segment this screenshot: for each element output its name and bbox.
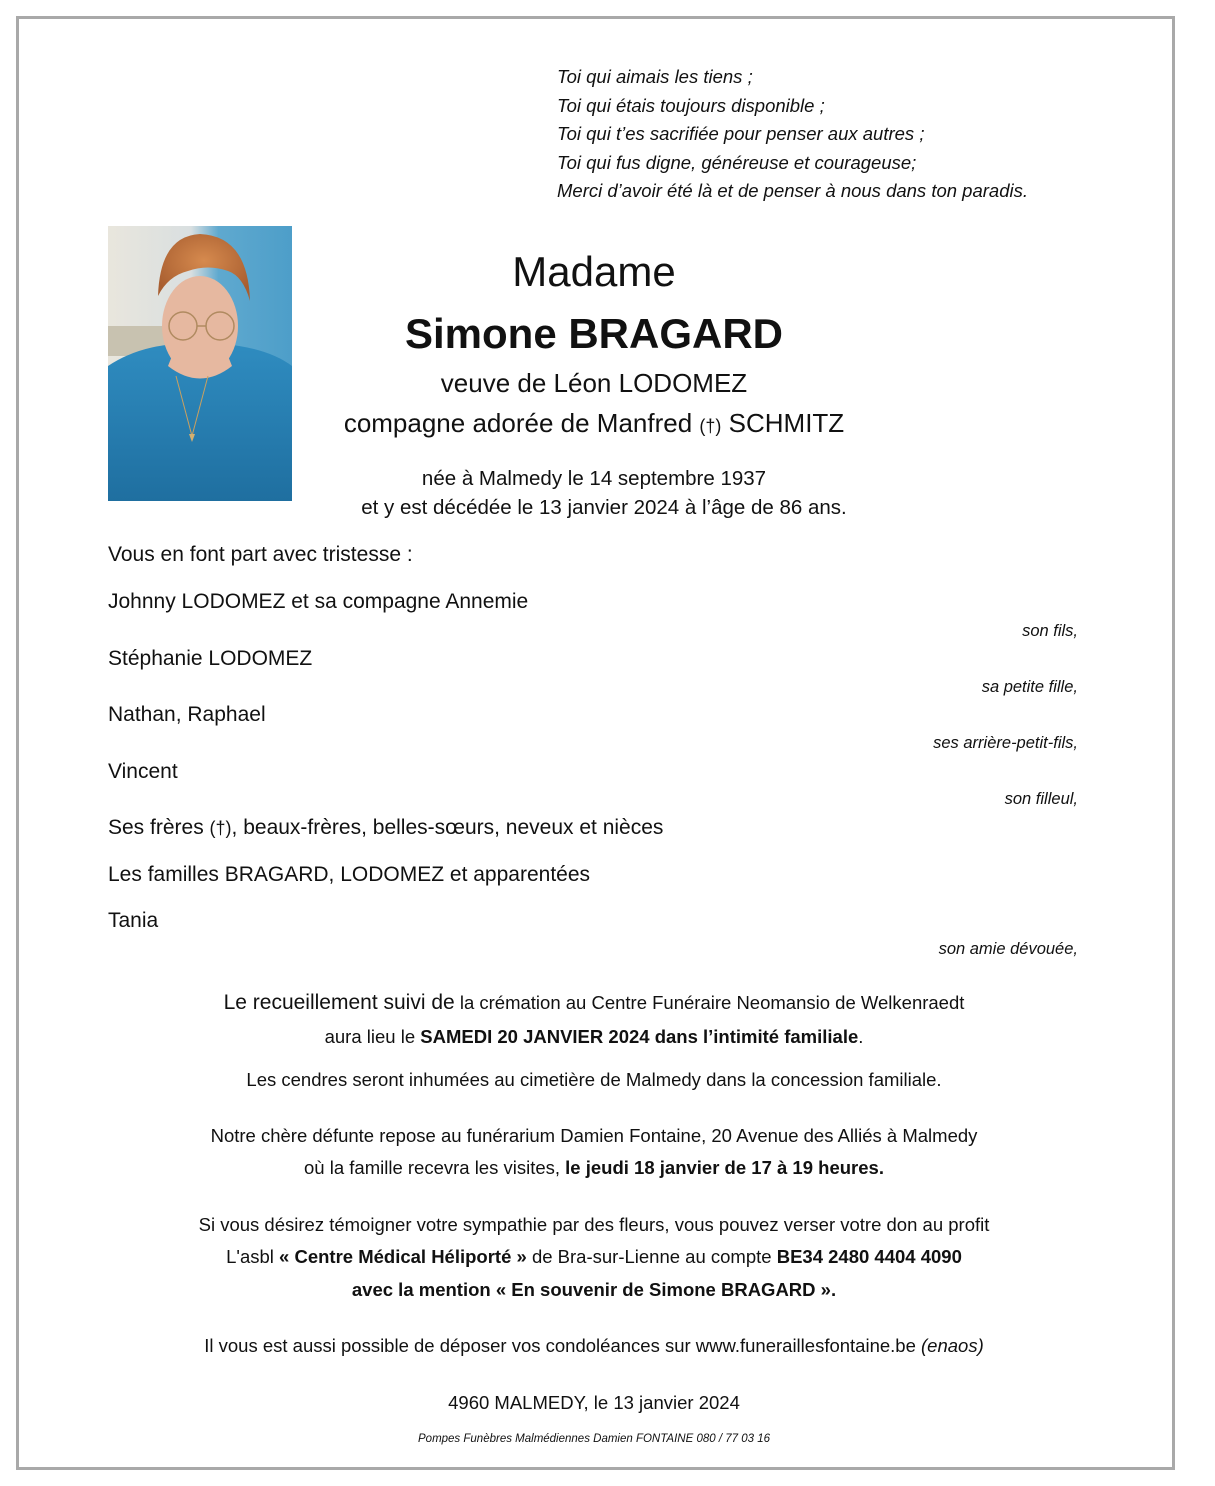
partner-line: [296, 405, 892, 444]
ceremony-line-1: [80, 987, 1108, 1019]
poem: [557, 63, 1028, 206]
visitation-line-1: Notre chère défunte repose au funérarium Damien Fontaine, 20 Avenue des Alliés à Malmedy: [210, 1125, 978, 1146]
mourner-item: Nathan, Raphael: [108, 703, 266, 726]
mourner-suffix: , beaux-frères, belles-sœurs, neveux et nièces: [231, 816, 664, 839]
ceremony-date-suffix: .: [858, 1026, 864, 1047]
mourner-item: Stéphanie LODOMEZ: [108, 647, 313, 670]
title-madame: Madame: [512, 248, 676, 295]
funeral-home-footer: Pompes Funèbres Malmédiennes Damien FONTAINE 080 / 77 03 16: [418, 1433, 770, 1445]
ceremony-date: SAMEDI 20 JANVIER 2024 dans l’intimité familiale: [420, 1026, 859, 1047]
visitation-prefix: où la famille recevra les visites,: [304, 1157, 561, 1178]
place-date: 4960 MALMEDY, le 13 janvier 2024: [448, 1392, 740, 1413]
portrait-photo: [108, 226, 292, 501]
donation-account: BE34 2480 4404 4090: [776, 1246, 962, 1267]
birth-line: née à Malmedy le 14 septembre 1937: [421, 467, 767, 490]
dagger-icon: (†): [699, 416, 722, 436]
poem-line: Toi qui étais toujours disponible ;: [557, 94, 825, 116]
visitation-time: le jeudi 18 janvier de 17 à 19 heures.: [565, 1157, 884, 1178]
donation-mention: avec la mention « En souvenir de Simone BRAGARD ».: [351, 1279, 837, 1300]
ceremony-place: la crémation au Centre Funéraire Neomansio de Welkenraedt: [459, 992, 965, 1013]
visitation-line-2: [80, 1152, 1108, 1184]
mourner-prefix: Ses frères: [108, 816, 204, 839]
deceased-name: Simone BRAGARD: [404, 310, 784, 357]
mourner-relation: son amie dévouée,: [938, 940, 1078, 958]
partner-prefix: compagne adorée de Manfred: [343, 408, 693, 438]
donation-line-1: Si vous désirez témoigner votre sympathie par des fleurs, vous pouvez verser votre don au profit: [198, 1214, 990, 1235]
poem-line: Merci d’avoir été là et de penser à nous dans ton paradis.: [557, 180, 1029, 202]
mourner-relation: son fils,: [1022, 622, 1078, 640]
donation-line-3: [80, 1274, 1108, 1306]
ceremony-intro: Le recueillement suivi de: [223, 991, 455, 1014]
mourner-relation: son filleul,: [1004, 790, 1078, 808]
death-line: et y est décédée le 13 janvier 2024 à l’âge de 86 ans.: [361, 496, 847, 519]
donation-org: « Centre Médical Héliporté »: [279, 1246, 527, 1267]
mourner-relation: sa petite fille,: [981, 678, 1078, 696]
mourner-item: [108, 813, 663, 843]
dagger-icon: (†): [209, 818, 232, 838]
poem-line: Toi qui t’es sacrifiée pour penser aux autres ;: [557, 123, 925, 145]
condolences-line: [80, 1330, 1108, 1362]
widow-line: veuve de Léon LODOMEZ: [440, 368, 748, 398]
donation-mid: de Bra-sur-Lienne au compte: [531, 1246, 772, 1267]
ceremony-line-2: [80, 1021, 1108, 1053]
donation-prefix: L'asbl: [226, 1246, 274, 1267]
mourner-relation: ses arrière-petit-fils,: [933, 734, 1078, 752]
mourner-item: Les familles BRAGARD, LODOMEZ et apparentées: [108, 863, 591, 886]
poem-line: Toi qui aimais les tiens ;: [557, 66, 753, 87]
partner-suffix: SCHMITZ: [728, 408, 845, 438]
condolences-note: (enaos): [921, 1335, 984, 1356]
ashes-line: Les cendres seront inhumées au cimetière de Malmedy dans la concession familiale.: [246, 1069, 942, 1090]
mourner-item: Vincent: [108, 760, 178, 783]
poem-line: Toi qui fus digne, généreuse et courageuse;: [557, 151, 917, 173]
ceremony-date-prefix: aura lieu le: [324, 1026, 416, 1047]
mourners-intro: Vous en font part avec tristesse :: [108, 543, 413, 566]
donation-line-2: [80, 1241, 1108, 1273]
mourner-item: Tania: [108, 909, 159, 932]
mourner-item: Johnny LODOMEZ et sa compagne Annemie: [108, 590, 529, 613]
condolences-text: Il vous est aussi possible de déposer vos condoléances sur www.funeraillesfontaine.be: [204, 1335, 916, 1356]
